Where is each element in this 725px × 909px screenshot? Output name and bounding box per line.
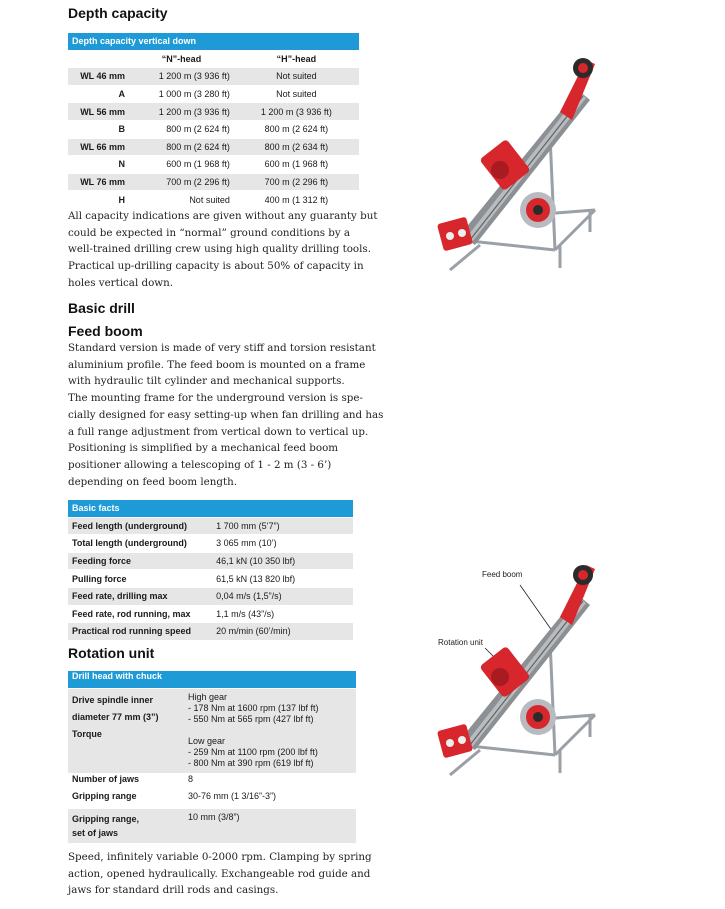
basic-facts-table	[68, 500, 353, 641]
table-row: Number of jaws 8	[68, 773, 356, 791]
drill-head-table	[68, 671, 356, 844]
table-row: N 600 m (1 968 ft) 600 m (1 968 ft)	[68, 156, 359, 174]
heading-basic-drill: Basic drill	[68, 300, 135, 316]
table-row: H Not suited 400 m (1 312 ft)	[68, 191, 359, 209]
table-title: Basic facts	[68, 500, 353, 517]
feed-boom-paragraph: Standard version is made of very stiff and torsion resistant aluminium profile. The feed boom is mounted on a frame with hydraulic tilt cylinder and mechanical supports. The mounting frame for the underground version is spe- cially designed for easy setting-up when fan drilling and has a full range adjustment from vertical down to vertical up. Positioning is simplified by a mechanical feed boom positioner allowing a telescoping of 1 - 2 m (3 - 6’) depending on feed boom length.	[68, 342, 384, 488]
table-row: Feed rate, drilling max 0,04 m/s (1,5”/s)	[68, 587, 353, 605]
table-row: B 800 m (2 624 ft) 800 m (2 624 ft)	[68, 120, 359, 138]
heading-depth-capacity: Depth capacity	[68, 5, 168, 21]
column-header-n: “N”-head	[129, 50, 234, 68]
column-header-h: “H”-head	[234, 50, 359, 68]
table-title: Depth capacity vertical down	[68, 33, 359, 50]
table-row: Feed length (underground) 1 700 mm (5’7”)	[68, 517, 353, 535]
table-row: Drive spindle inner diameter 77 mm (3”) Torque High gear - 178 Nm at 1600 rpm (137 lbf ft) - 550 Nm at 565 rpm (427 lbf ft) Low gear - 259 Nm at 1100 rpm (200 lbf ft) - 800 Nm at 390 rpm (619 lbf ft)	[68, 688, 356, 773]
depth-capacity-table	[68, 33, 359, 209]
annotation-rotation-unit: Rotation unit	[438, 638, 483, 647]
table-row: Practical rod running speed 20 m/min (60’/min)	[68, 623, 353, 641]
table-row: WL 56 mm 1 200 m (3 936 ft) 1 200 m (3 936 ft)	[68, 103, 359, 121]
table-row: Feed rate, rod running, max 1,1 m/s (43”/s)	[68, 605, 353, 623]
table-row: WL 76 mm 700 m (2 296 ft) 700 m (2 296 ft)	[68, 173, 359, 191]
table-row: Gripping range 30-76 mm (1 3/16”-3”)	[68, 791, 356, 809]
heading-rotation-unit: Rotation unit	[68, 645, 155, 661]
heading-feed-boom: Feed boom	[68, 323, 143, 339]
annotation-feed-boom: Feed boom	[482, 570, 523, 579]
capacity-paragraph: All capacity indications are given without any guaranty but could be expected in “normal” ground conditions by a well-trained drilling crew using high quality drilling tools. Practical up-drilling capacity is about 50% of capacity in holes vertical down.	[68, 210, 378, 289]
table-row: Total length (underground) 3 065 mm (10’)	[68, 535, 353, 553]
table-row: Pulling force 61,5 kN (13 820 lbf)	[68, 570, 353, 588]
table-title: Drill head with chuck	[68, 671, 356, 688]
table-row: Gripping range, set of jaws 10 mm (3/8”)	[68, 808, 356, 843]
drill-rig-image	[420, 40, 605, 275]
table-row: Feeding force 46,1 kN (10 350 lbf)	[68, 552, 353, 570]
table-row: A 1 000 m (3 280 ft) Not suited	[68, 85, 359, 103]
table-row: WL 46 mm 1 200 m (3 936 ft) Not suited	[68, 68, 359, 86]
table-row: WL 66 mm 800 m (2 624 ft) 800 m (2 634 ft)	[68, 138, 359, 156]
rotation-paragraph: Speed, infinitely variable 0-2000 rpm. Clamping by spring action, opened hydraulically. Exchangeable rod guide and jaws for standard drill rods and casings.	[68, 851, 372, 897]
drill-rig-annotated-image	[420, 560, 605, 785]
